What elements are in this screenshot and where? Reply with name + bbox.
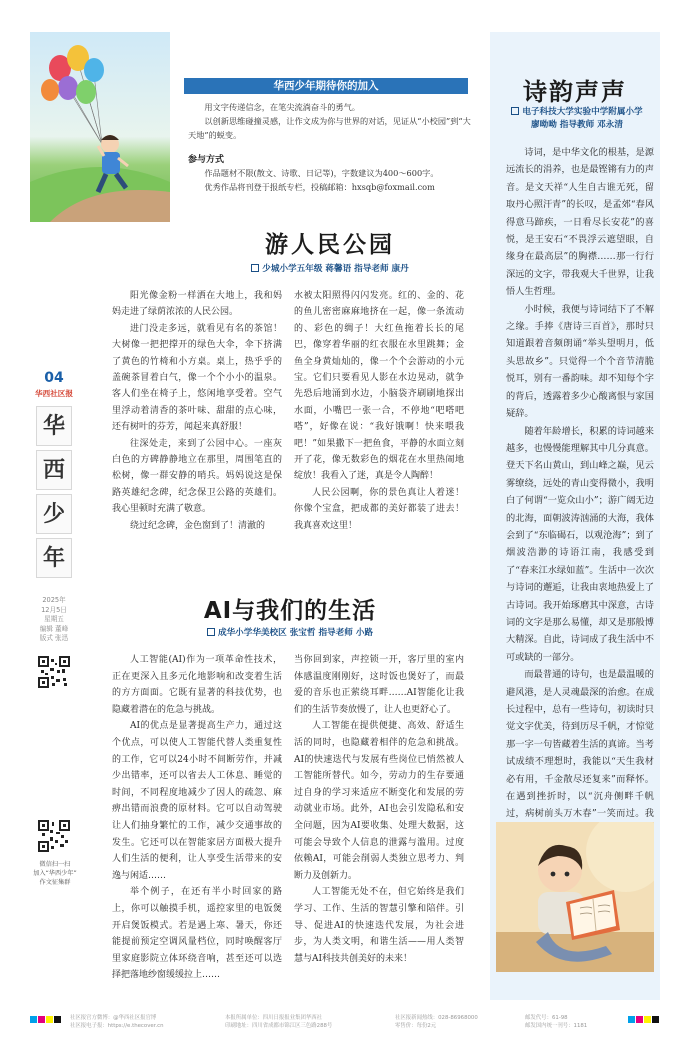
page-edge-band (30, 360, 76, 1000)
paragraph: 举个例子，在还有半小时回家的路上，你可以触摸手机，遥控家里的电饭煲开启煲饭模式。若是遇上寒、暑天，你还能提前预定空调风量档位，同时唤醒客厅里家庭影院立体环绕音响，甚至还可以选择把落地纱窗缓缓拉上…… (112, 887, 282, 981)
issue-info-line: 编辑 董峰 (39, 624, 69, 633)
recruitment-notice (170, 70, 482, 210)
poem-essay-title: 诗韵声声 (523, 78, 627, 106)
color-swatch (652, 1016, 659, 1023)
color-swatch (38, 1016, 45, 1023)
vertical-column-title (36, 406, 72, 582)
issue-info-line: 2025年 (42, 596, 66, 604)
color-swatch (636, 1016, 643, 1023)
article2-byline-text: 成华小学华美校区 张宝哲 指导老师 小路 (217, 628, 374, 638)
paragraph: 诗词，是中华文化的根基，是源远流长的涓养，也是最铿锵有力的声音。是文天祥“人生自古谁无死，留取丹心照汗青”的长叹，是孟郊“春风得意马蹄疾，一日看尽长安花”的喜悦，是王安石“不畏浮云遮望眼，自缘身在最高层”的胸襟……那一行行深远的文字，带我观大千世界，让我悟人生哲理。 (506, 147, 654, 298)
participation-details (188, 166, 478, 194)
paragraph: 当你回到家，声控锁一开，客厅里的室内体感温度刚刚好，这时饭也煲好了，而最爱的音乐也正萦绕耳畔……AI智能化让我们的生活节奏放慢了，让人也更舒心了。 (294, 655, 464, 715)
article2-byline (90, 626, 490, 638)
participation-label: 参与方式 (188, 155, 225, 165)
paragraph: 往深处走，来到了公园中心。一座灰白色的方碑静静地立在那里，周围笔直的松树，像一群安静的哨兵。妈妈说这是保路英雄纪念碑，纪念保卫公路的英雄们。我心里顿时充满了敬意。 (112, 438, 282, 515)
color-swatch (30, 1016, 37, 1023)
qr-code-icon[interactable] (38, 656, 70, 688)
boy-with-balloons-illustration (30, 32, 170, 222)
recruitment-intro-line: 用文字传递信念，在笔尖流淌奋斗的勇气。 (204, 102, 360, 112)
color-swatch (628, 1016, 635, 1023)
footer-line: 本报所属单位：四川日报报业集团华西社 (225, 1015, 323, 1021)
qr-caption-line: 加入“华西少年” (33, 870, 77, 877)
paragraph: 绕过纪念碑，金色窗到了！清澈的 (130, 520, 266, 531)
footer-line: 邮发代号：61-98 (525, 1015, 568, 1021)
article1-column-left (112, 288, 282, 534)
article1-title: 游人民公园 (265, 232, 395, 258)
poem-essay-body (506, 144, 654, 910)
article1-byline (180, 262, 480, 274)
boy-reading-illustration (496, 822, 654, 972)
poem-byline-school-text: 电子科技大学实验中学附属小学 (522, 107, 643, 117)
article1-byline-text: 少城小学五年级 蒋馨语 指导老师 康丹 (262, 264, 409, 274)
color-swatch (644, 1016, 651, 1023)
paragraph: 人工智能无处不在，但它始终是我们学习、工作、生活的智慧引擎和陪伴。引导、促进AI的快速迭代发展，为社会进步，为人类文明，和谐生活——用人类智慧与AI科技共创美好的未来！ (294, 887, 464, 964)
recruitment-intro (188, 100, 478, 142)
participation-line: 作品题材不限(散文、诗歌、日记等)，字数建议为400～600字。 (204, 168, 439, 178)
paragraph: 水被太阳照得闪闪发亮。红的、金的、花的鱼儿密密麻麻地挤在一起，像一条流动的、彩色的绸子！大红鱼拖着长长的尾巴，像穿着华丽的红衣服在水里跳舞；金鱼全身黄灿灿的，像一个个会游动的小元宝。它们只要看见人影在水边晃动，就争先恐后地涌到水边，小脑袋齐刷刷地探出水面，小嘴巴一张一合，不停地“吧嗒吧嗒”，好像在说：“我好饿啊！快来喂我吧！”如果撒下一把鱼食，平静的水面立刻开了花，像无数彩色的烟花在水里热闹地绽放！我看入了迷，真是令人陶醉！ (294, 291, 464, 482)
byline-marker-icon (207, 628, 215, 636)
footer-line: 零售价：每份2元 (395, 1023, 437, 1029)
byline-marker-icon (251, 264, 259, 272)
footer-line: 社区报电子报：https://e.thecover.cn (70, 1023, 164, 1029)
poem-essay-panel (490, 32, 660, 1000)
column-title-char: 华 (36, 406, 72, 446)
color-swatch (46, 1016, 53, 1023)
issue-info-line: 版式 张迅 (39, 634, 69, 643)
section-name: 华西社区报 (35, 389, 73, 398)
footer-column (395, 1014, 515, 1030)
color-swatch (54, 1016, 61, 1023)
recruitment-heading: 华西少年期待你的加入 (184, 78, 468, 94)
qr-caption-line: 微信扫一扫 (39, 861, 71, 868)
paragraph: 阳光像金粉一样洒在大地上，我和妈妈走进了绿荫浓浓的人民公园。 (112, 291, 282, 318)
footer-column (525, 1014, 625, 1030)
footer-line: 社区报官方微博：@华西社区报官博 (70, 1015, 157, 1021)
qr-caption-line: 作文征集群 (39, 879, 71, 886)
page-number: 04 (44, 370, 64, 386)
column-title-char: 年 (36, 538, 72, 578)
paragraph: 人民公园啊，你的景色真让人着迷！你像个宝盒，把成都的美好都装了进去！我真喜欢这里！ (294, 487, 464, 531)
article2-column-right (294, 652, 464, 967)
footer-line: 社区报新闻热线：028-86968000 (395, 1015, 478, 1021)
page-footer (30, 1010, 660, 1038)
footer-column (225, 1014, 385, 1030)
footer-line: 邮发国内统一刊号：1181 (525, 1023, 588, 1029)
paragraph: 人工智能在提供便捷、高效、舒适生活的同时，也隐藏着相伴的危急和挑战。AI的快速迭代与发展有些岗位已悄然被人工智能所替代。如今，劳动力的生存要通过自身的学习来适应不断变化和发展的劳动就业市场。此外，AI也会引发隐私和安全问题，因为AI要收集、处理大数据，这可能会导致个人信息的泄露与滥用。过度依赖AI，可能会削弱人类独立思考力、判断力及创新力。 (294, 721, 464, 881)
footer-line: 印刷地址：四川省成都市锦江区三色路288号 (225, 1023, 333, 1029)
issue-info (30, 596, 78, 644)
recruitment-intro-line: 以创新思维碰撞灵感，让作文成为你与世界的对话，见证从“小校园”到“大天地”的蜕变。 (188, 116, 471, 140)
paragraph: 进门没走多远，就看见有名的茶馆！大树像一把把撑开的绿色大伞，伞下挤满了黄色的竹椅和小方桌。桌上，热乎乎的盖碗茶冒着白气，像一个个小小的温泉。客人们坐在椅子上，悠闲地享受着。空气里浮动着清香的茶叶味、甜甜的点心味，还有树叶的芬芳，闻起来真舒服！ (112, 323, 282, 433)
issue-info-line: 12月5日 (41, 605, 67, 614)
poem-essay-byline (496, 106, 658, 132)
article2-column-left (112, 652, 282, 984)
column-title-char: 西 (36, 450, 72, 490)
paragraph: 而最普通的诗句，也是最温暖的避风港，是人灵魂最深的治愈。在成长过程中，总有一些诗句，初读时只觉文字优美，待到历尽千帆，才惊觉那一字一句皆藏着生活的真谛。当考试成绩不理想时，我能以“天生我材必有用，千金散尽还复来”而释怀。在遇到挫折时，以“沉舟侧畔千帆过，病树前头万木春”一笑而过。我 (506, 669, 654, 820)
article1-column-right (294, 288, 464, 534)
paragraph: 随着年龄增长，积累的诗词越来越多，也慢慢能理解其中几分真意。登天下名山黄山，到山峰之巅，见云雾缭绕，远处的青山变得微小，我明白了何谓“一览众山小”；游广阔无边的北海，面朝波涛汹涌的大海，我体会到了“东临碣石，以观沧海”；到了烟波浩渺的诗语江南，我感受到了“春来江水绿如蓝”。生活中一次次与诗词的邂逅，让我由衷地热爱上了古诗词。我开始琢磨其中深意，古诗词的文字是那么易懂，却又是那般博大精深。自此，诗词成了我生活中不可或缺的一部分。 (506, 425, 654, 663)
qr-code-icon[interactable] (38, 820, 70, 852)
paragraph: 小时候，我便与诗词结下了不解之缘。手捧《唐诗三百首》，那时只知道跟着音频朗诵“举头望明月，低头思故乡”。只觉得一个个音节清脆悦耳，别有一番韵味。却不知每个字的背后，透露着多少心酸离恨与家国疑辞。 (506, 303, 654, 420)
issue-info-line: 星期五 (44, 615, 64, 624)
paragraph: 人工智能(AI)作为一项革命性技术，正在更深入且多元化地影响和改变着生活的方方面面。它既有显著的科技优势，也隐藏着潜在的危急与挑战。 (112, 655, 282, 715)
poem-byline-author: 廖呦呦 指导教师 邓永清 (531, 120, 623, 130)
participation-line: 优秀作品将刊登于报纸专栏，投稿邮箱：hxsqb@foxmail.com (204, 182, 435, 192)
poem-byline-school (496, 106, 658, 119)
byline-marker-icon (511, 107, 519, 115)
footer-column (70, 1014, 210, 1030)
paragraph: AI的优点是显著提高生产力，通过这个优点，可以使人工智能代替人类重复性的工作，它可以24小时不间断劳作，并减少出错率，还可以省去人工休息、睡觉的时间，不同程度地减少了因人的疏忽、麻痹出错而浪费的原材料。它可以自动驾驶让人们抽身繁忙的工作，减少交通事故的发生。它还可以在智能家居方面极大提升人们生活的便利，让人享受生活带来的安逸与闲适…… (112, 721, 282, 881)
qr-caption (30, 860, 80, 887)
column-title-char: 少 (36, 494, 72, 534)
article2-title: AI与我们的生活 (203, 598, 377, 624)
